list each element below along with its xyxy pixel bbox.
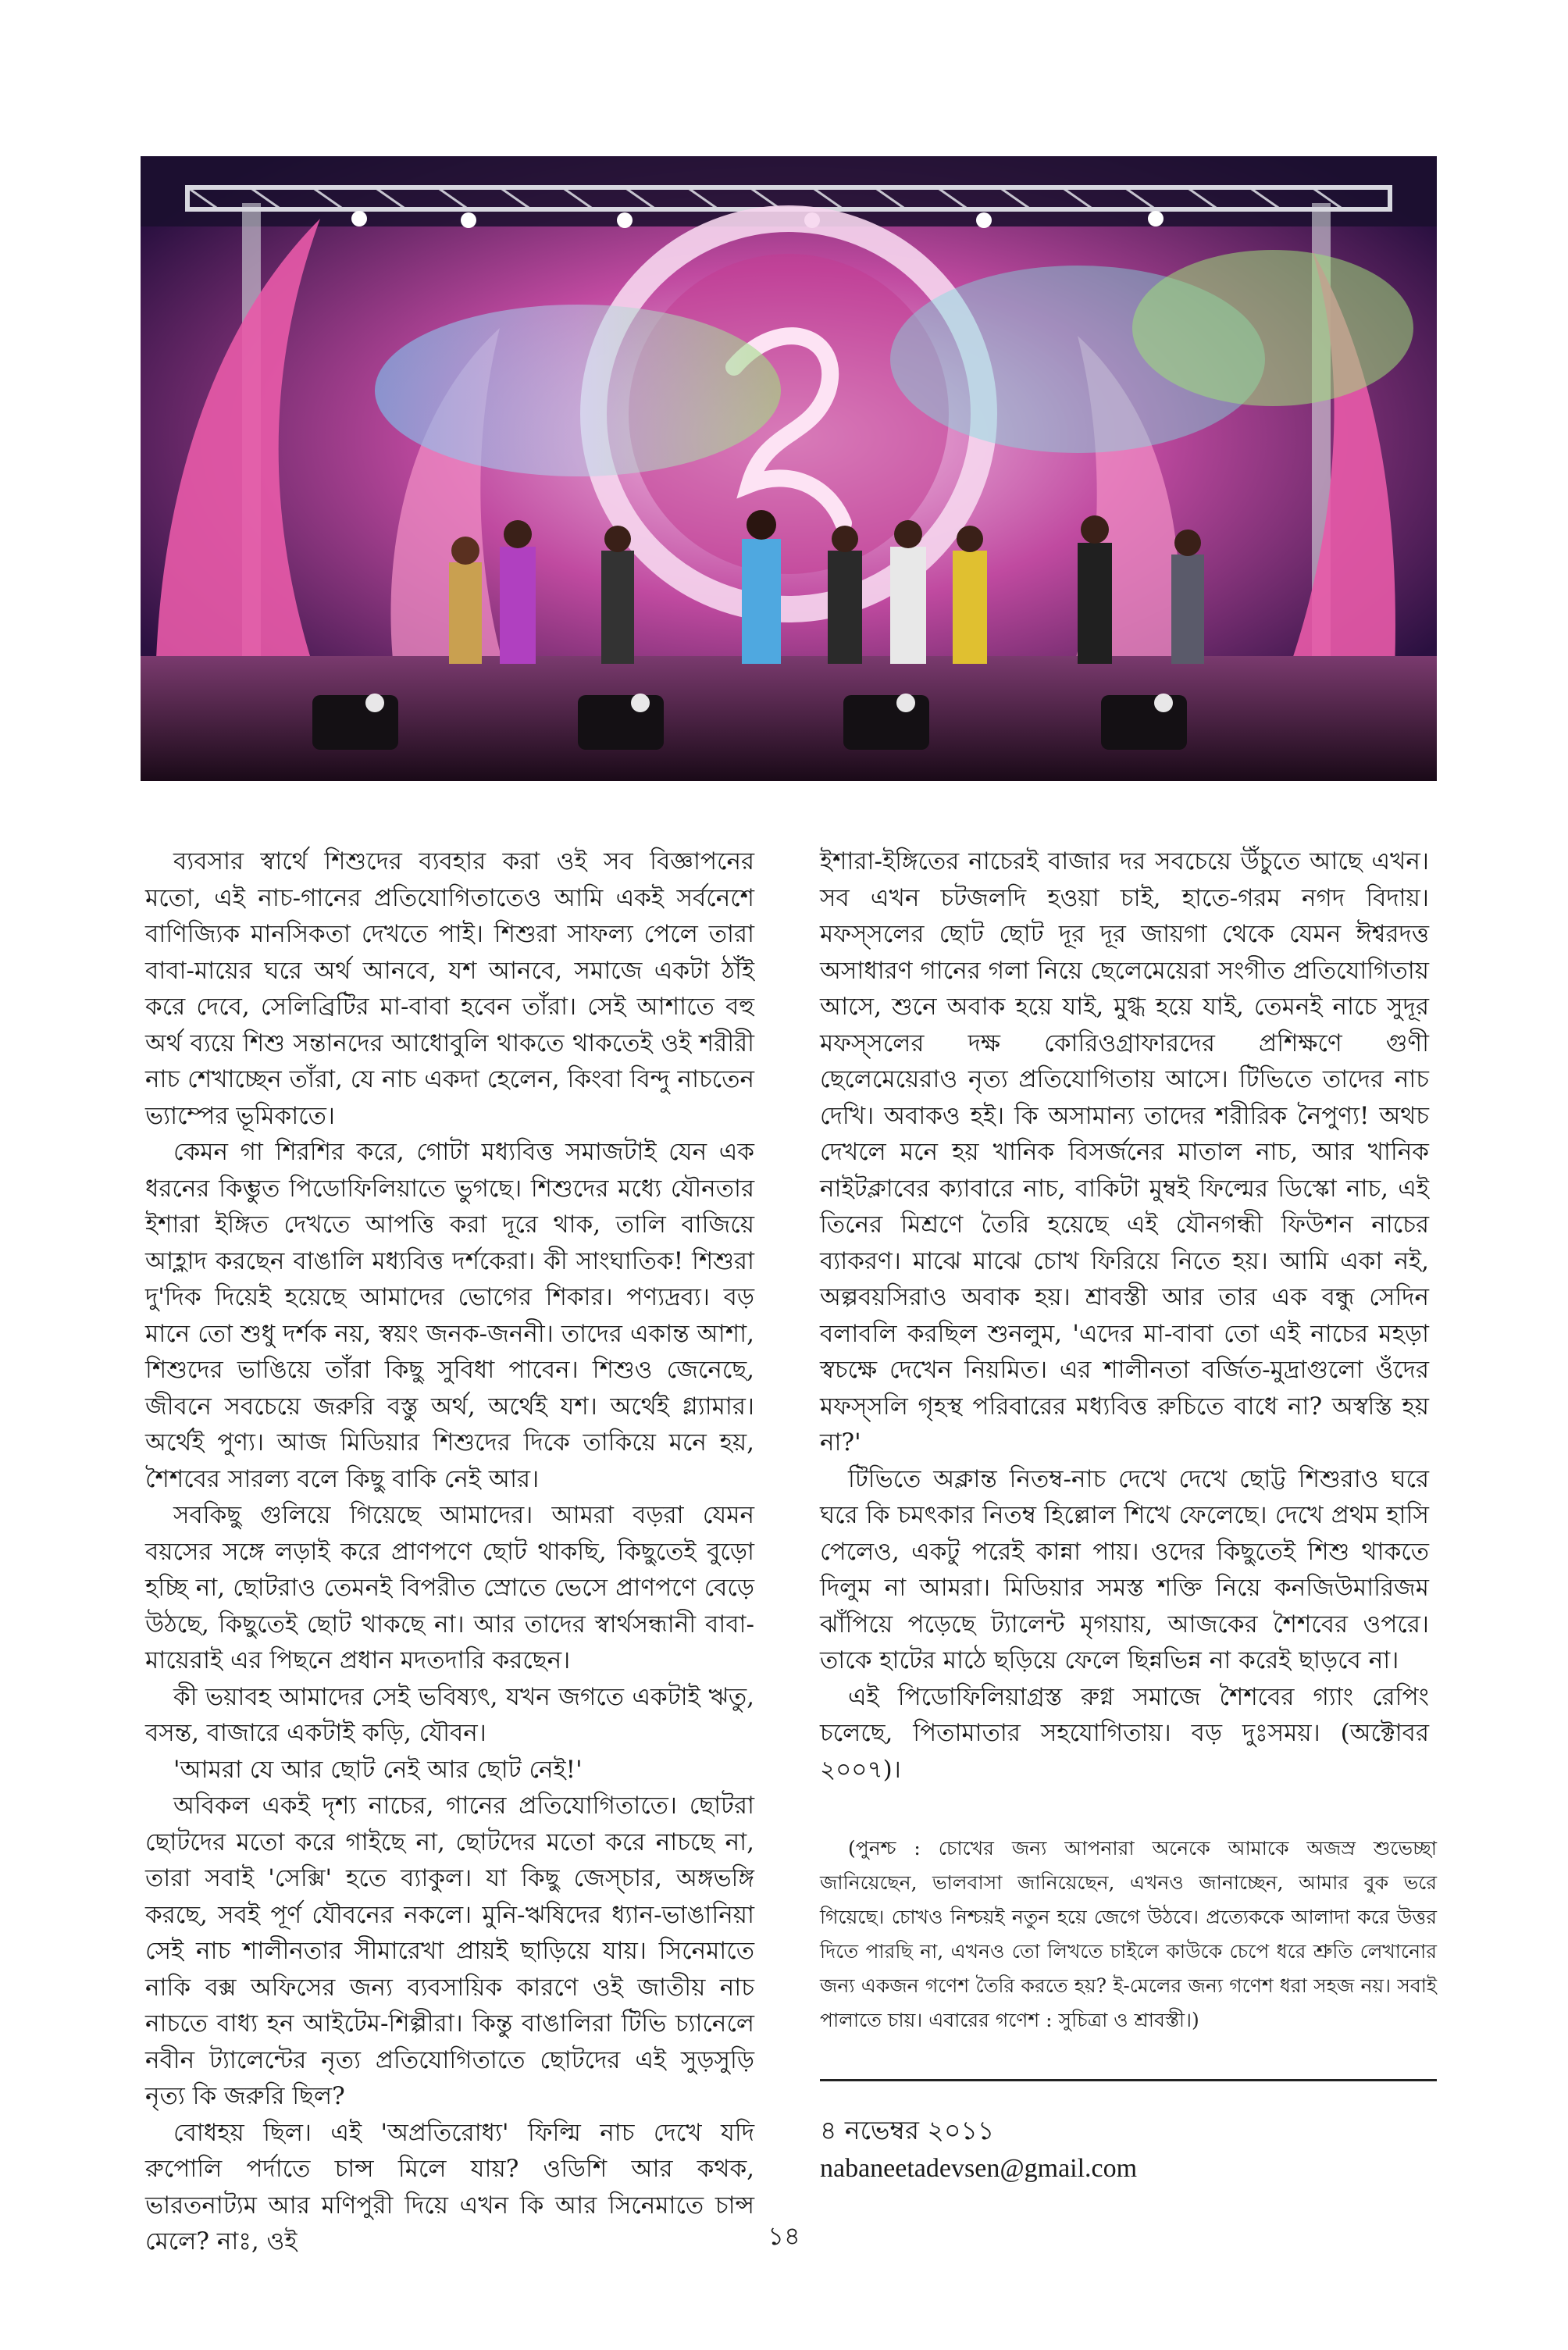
article-quote: 'আমরা যে আর ছোট নেই আর ছোট নেই!' — [173, 1755, 583, 1784]
article-left-column — [145, 843, 754, 2260]
article-paragraph: বোধহয় ছিল। এই 'অপ্রতিরোধ্য' ফিল্মি নাচ দেখে যদি রুপোলি পর্দাতে চান্স মিলে যায়? ওডিশি আর কথক, ভারতনাট্যম আর মণিপুরী দিয়ে এখন কি আর সিনেমাতে চান্স মেলে? নাঃ, ওই — [145, 2118, 754, 2256]
article-paragraph: ইশারা-ইঙ্গিতের নাচেরই বাজার দর সবচেয়ে উঁচুতে আছে এখন। সব এখন চটজলদি হওয়া চাই, হাতে-গরম নগদ বিদায়। মফস্সলের ছোট ছোট দূর দূর জায়গা থেকে যেমন ঈশ্বরদত্ত অসাধারণ গানের গলা নিয়ে ছেলেমেয়েরা সংগীত প্রতিযোগিতায় আসে, শুনে অবাক হয়ে যাই, মুগ্ধ হয়ে যাই, তেমনই নাচে সুদূর মফস্সলের দক্ষ কোরিওগ্রাফারদের প্রশিক্ষণে গুণী ছেলেমেয়েরাও নৃত্য প্রতিযোগিতায় আসে। টিভিতে তাদের নাচ দেখি। অবাকও হই। কি অসামান্য তাদের শরীরিক নৈপুণ্য! অথচ দেখলে মনে হয় খানিক বিসর্জনের মাতাল নাচ, আর খানিক নাইটক্লাবের ক্যাবারে নাচ, বাকিটা মুম্বই ফিল্মের ডিস্কো নাচ, এই তিনের মিশ্রণে তৈরি হয়েছে এই যৌনগন্ধী ফিউশন নাচের ব্যাকরণ। মাঝে মাঝে চোখ ফিরিয়ে নিতে হয়। আমি একা নই, অল্পবয়সিরাও অবাক হয়। শ্রাবস্তী আর তার এক বন্ধু সেদিন বলাবলি করছিল শুনলুম, 'এদের মা-বাবা তো এই নাচের মহড়া স্বচক্ষে দেখেন নিয়মিত। এর শালীনতা বর্জিত-মুদ্রাগুলো ওঁদের মফস্সলি গৃহস্থ পরিবারের মধ্যবিত্ত রুচিতে বাধে না? অস্বস্তি হয় না?' — [820, 847, 1429, 1457]
article-paragraph: কেমন গা শিরশির করে, গোটা মধ্যবিত্ত সমাজটাই যেন এক ধরনের কিম্ভুত পিডোফিলিয়াতে ভুগছে। শিশুদের মধ্যে যৌনতার ইশারা ইঙ্গিত দেখতে আপত্তি করা দূরে থাক, তালি বাজিয়ে আহ্লাদ করছেন বাঙালি মধ্যবিত্ত দর্শকেরা। কী সাংঘাতিক! শিশুরা দু'দিক দিয়েই হয়েছে আমাদের ভোগের শিকার। পণ্যদ্রব্য। বড় মানে তো শুধু দর্শক নয়, স্বয়ং জনক-জননী। তাদের একান্ত আশা, শিশুদের ভাঙিয়ে তাঁরা কিছু সুবিধা পাবেন। শিশুও জেনেছে, জীবনে সবচেয়ে জরুরি বস্তু অর্থ, অর্থেই যশ। অর্থেই গ্ল্যামার। অর্থেই পুণ্য। আজ মিডিয়ার শিশুদের দিকে তাকিয়ে মনে হয়, শৈশবের সারল্য বলে কিছু বাকি নেই আর। — [145, 1138, 754, 1493]
page-number: ১৪ — [768, 2221, 800, 2251]
article-paragraph: টিভিতে অক্লান্ত নিতম্ব-নাচ দেখে দেখে ছোট্ট শিশুরাও ঘরে ঘরে কি চমৎকার নিতম্ব হিল্লোল শিখে ফেলেছে। দেখে প্রথম হাসি পেলেও, একটু পরেই কান্না পায়। ওদের কিছুতেই শিশু থাকতে দিলুম না আমরা। মিডিয়ার সমস্ত শক্তি নিয়ে কনজিউমারিজম ঝাঁপিয়ে পড়েছে ট্যালেন্ট মৃগয়ায়, আজকের শৈশবের ওপরে। তাকে হাটের মাঠে ছড়িয়ে ফেলে ছিন্নভিন্ন না করেই ছাড়বে না। — [820, 1464, 1429, 1674]
article-paragraph: অবিকল একই দৃশ্য নাচের, গানের প্রতিযোগিতাতে। ছোটরা ছোটদের মতো করে গাইছে না, ছোটদের মতো করে নাচছে না, তারা সবাই 'সেক্সি' হতে ব্যাকুল। যা কিছু জেস্চার, অঙ্গভঙ্গি করছে, সবই পূর্ণ যৌবনের নকলে। মুনি-ঋষিদের ধ্যান-ভাঙানিয়া সেই নাচ শালীনতার সীমারেখা প্রায়ই ছাড়িয়ে যায়। সিনেমাতে নাকি বক্স অফিসের জন্য ব্যবসায়িক কারণে ওই জাতীয় নাচ নাচতে বাধ্য হন আইটেম-শিল্পীরা। কিন্তু বাঙালিরা টিভি চ্যানেলে নবীন ট্যালেন্টের নৃত্য প্রতিযোগিতাতে ছোটদের এই সুড়সুড়ি নৃত্য কি জরুরি ছিল? — [145, 1792, 754, 2110]
stage-photo — [141, 156, 1437, 781]
article-paragraph: এই পিডোফিলিয়াগ্রস্ত রুগ্ন সমাজে শৈশবের গ্যাং রেপিং চলেছে, পিতামাতার সহযোগিতায়। বড় দুঃসময়। (অক্টোবর ২০০৭)। — [820, 1682, 1429, 1784]
article-paragraph: সবকিছু গুলিয়ে গিয়েছে আমাদের। আমরা বড়রা যেমন বয়সের সঙ্গে লড়াই করে প্রাণপণে ছোট থাকছি, কিছুতেই বুড়ো হচ্ছি না, ছোটরাও তেমনই বিপরীত স্রোতে ভেসে প্রাণপণে বেড়ে উঠছে, কিছুতেই ছোট থাকছে না। আর তাদের স্বার্থসন্ধানী বাবা-মায়েরাই এর পিছনে প্রধান মদতদারি করছেন। — [145, 1501, 754, 1674]
postscript-note — [820, 1831, 1437, 2038]
article-date: ৪ নভেম্বর ২০১১ — [820, 2115, 995, 2145]
article-right-column — [820, 843, 1429, 1788]
stage-photo-icon — [141, 156, 1437, 781]
article-paragraph: ব্যবসার স্বার্থে শিশুদের ব্যবহার করা ওই সব বিজ্ঞাপনের মতো, এই নাচ-গানের প্রতিযোগিতাতেও আমি একই সর্বনেশে বাণিজ্যিক মানসিকতা দেখতে পাই। শিশুরা সাফল্য পেলে তারা বাবা-মায়ের ঘরে অর্থ আনবে, যশ আনবে, সমাজে একটা ঠাঁই করে দেবে, সেলিব্রিটির মা-বাবা হবেন তাঁরা। সেই আশাতে বহু অর্থ ব্যয়ে শিশু সন্তানদের আধোবুলি থাকতে থাকতেই ওই শরীরী নাচ শেখাচ্ছেন তাঁরা, যে নাচ একদা হেলেন, কিংবা বিন্দু নাচতেন ভ্যাম্পের ভূমিকাতে। — [145, 847, 754, 1130]
postscript-text: (পুনশ্চ : চোখের জন্য আপনারা অনেকে আমাকে অজস্র শুভেচ্ছা জানিয়েছেন, ভালবাসা জানিয়েছেন, এখনও জানাচ্ছেন, আমার বুক ভরে গিয়েছে। চোখও নিশ্চয়ই নতুন হয়ে জেগে উঠবে। প্রত্যেককে আলাদা করে উত্তর দিতে পারছি না, এখনও তো লিখতে চাইলে কাউকে চেপে ধরে শ্রুতি লেখানোর জন্য একজন গণেশ তৈরি করতে হয়? ই-মেলের জন্য গণেশ ধরা সহজ নয়। সবাই পালাতে চায়। এবারের গণেশ : সুচিত্রা ও শ্রাবস্তী।) — [820, 1837, 1437, 2031]
article-paragraph: কী ভয়াবহ আমাদের সেই ভবিষ্যৎ, যখন জগতে একটাই ঋতু, বসন্ত, বাজারে একটাই কড়ি, যৌবন। — [145, 1682, 754, 1747]
divider — [820, 2079, 1437, 2081]
author-email: nabaneetadevsen@gmail.com — [820, 2154, 1138, 2183]
